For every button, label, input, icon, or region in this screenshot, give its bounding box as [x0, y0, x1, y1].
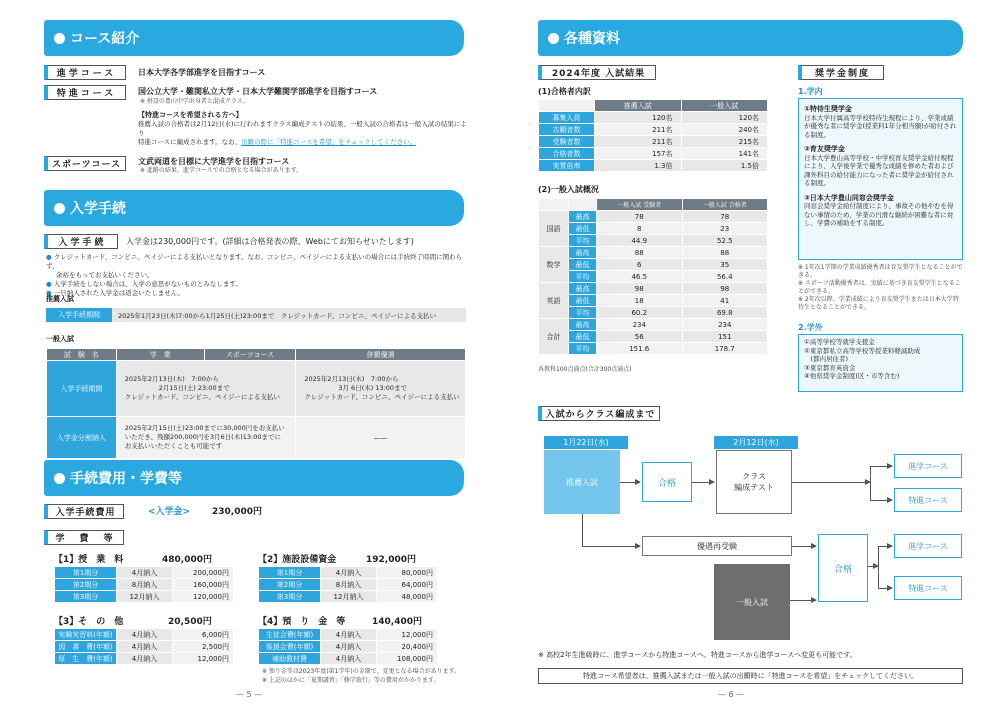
flow-note: ※ 高校2年生進級時に、進学コースから特進コースへ、特進コースから進学コースへ変更も可能です。 — [538, 651, 857, 659]
tokushin-hope-line2 — [138, 138, 473, 147]
t2-row-label: 最高 — [569, 319, 597, 331]
procedure-bullet-1 — [46, 253, 466, 271]
flow-class-test-box — [716, 450, 792, 514]
flow-suisen-box: 推薦入試 — [544, 450, 620, 514]
t1-cell: 120名 — [595, 112, 682, 124]
table-row — [539, 136, 768, 148]
scholarship-item-3-desc: 同窓会奨学金給付制度により、事故その他やむを得ない事情のため、学業の円滑な継続が困難な者に対し、学費の補助をする制度。 — [804, 202, 954, 227]
t2-cell: 60.2 — [597, 307, 683, 319]
t1-cell: 211名 — [595, 136, 682, 148]
flow-arrow-1 — [620, 482, 640, 483]
t2-row-label: 最高 — [569, 211, 597, 223]
flow-date-2: 2月12日(水) — [714, 436, 798, 449]
fee-row-amount: 12,000円 — [173, 653, 234, 665]
fee-block-2-table — [258, 566, 438, 603]
scholarship-ext-4: ④他県奨学金制度(区・市等含む) — [804, 372, 900, 380]
bullet-dot-icon — [54, 473, 65, 484]
fee-block-4-table — [258, 628, 438, 665]
t2-cell: 56.4 — [682, 271, 768, 283]
fee-row-amount: 6,000円 — [173, 629, 234, 641]
flow-yuguu-box: 優遇再受験 — [642, 536, 792, 556]
fee-row-month: 4月納入 — [321, 629, 377, 641]
flow-arrow-7 — [792, 546, 816, 547]
row-period-gakugyo-line3: クレジットカード、コンビニ、ペイジーによる支払い — [124, 393, 281, 401]
row-split-line3: お支払いいただくことも可能です — [124, 442, 223, 450]
t2-cell: 52.5 — [682, 235, 768, 247]
t2-row-label: 平均 — [569, 235, 597, 247]
fee-block-1-table — [54, 566, 234, 603]
bullet-dot-icon — [54, 203, 65, 214]
t2-cell: 8 — [597, 223, 683, 235]
course-section-title: コース紹介 — [70, 31, 140, 47]
t1-cell: 141名 — [681, 148, 768, 160]
scholarship-ext-3: ③東京都育英資金 — [804, 363, 856, 372]
scholarship-ext-2: ②東京都私立高等学校等授業料軽減助成 — [804, 346, 921, 355]
fee-row — [259, 641, 438, 653]
flow-tokushin-box-2: 特進コース — [894, 576, 962, 600]
scholarship-h2: 2.学外 — [798, 323, 823, 332]
procedure-bullet-1b: 余裕をもってお支払いください。 — [56, 271, 154, 279]
fee-block-3-total: 20,500円 — [168, 617, 212, 627]
fee-row-label: 後援会費(年額) — [259, 641, 321, 653]
procedure-bullet-1-text: クレジットカード、コンビニ、ペイジーによる支払いとなります。なお、コンビニ、ペイジーによる支払いの場合には手続終了時間に関わらず、 — [46, 253, 463, 270]
fee-row-amount: 12,000円 — [377, 629, 438, 641]
fees-note-1: ※ 預り金等は2023年度(第1学年)の金額で、変更となる場合があります。 — [262, 668, 461, 675]
row-split-line1: 2025年2月15日(土)23:00までに30,000円をお支払い — [124, 424, 285, 432]
fee-row-month: 8月納入 — [117, 579, 173, 591]
th-heigan: 併願優遇 — [296, 349, 466, 361]
t2-cell: 6 — [597, 259, 683, 271]
right-page — [500, 0, 1000, 707]
t2-cell: 88 — [597, 247, 683, 259]
t2-note: 各教科100点満点(合計300点満点) — [538, 366, 632, 373]
scholarship-item-3-title: ③日本大学豊山同窓会奨学金 — [804, 193, 894, 202]
t2-subject: 国語 — [539, 211, 569, 247]
t2-corner-b — [569, 199, 597, 211]
bullet-dot-icon: ● — [46, 289, 52, 297]
row-split-line2: いただき、残額200,000円を3月6日(木)13:00までに — [124, 433, 281, 441]
t2-cell: 88 — [682, 247, 768, 259]
tokushin-hope-underline: 出願の際に「特進コースを希望」をチェックしてください。 — [241, 138, 417, 146]
row-period-gakugyo — [116, 361, 296, 417]
t2-row-label: 最低 — [569, 259, 597, 271]
fee-row — [259, 579, 438, 591]
ippan-procedure-table — [46, 348, 466, 459]
row-split-gakugyo — [116, 417, 296, 459]
materials-section-title: 各種資料 — [564, 31, 620, 47]
bullet-dot-icon: ● — [46, 280, 52, 288]
results-table-2 — [538, 198, 768, 355]
row-period-heigan-line2: 3月 6日(木) 13:00まで — [338, 384, 408, 392]
results-table-1 — [538, 99, 768, 172]
fee-row-month: 4月納入 — [321, 567, 377, 579]
course-section-header — [44, 20, 464, 56]
table-row — [539, 211, 768, 223]
fee-row-amount: 200,000円 — [173, 567, 234, 579]
fee-row-month: 4月納入 — [117, 653, 173, 665]
flow-down-line — [582, 514, 583, 546]
t2-row-label: 平均 — [569, 343, 597, 355]
bullet-dot-icon — [54, 33, 65, 44]
scholarship-note-1: ※ 1年次1学期の学業成績優秀者は育友奨学生となることができる。 — [798, 264, 963, 279]
table-row — [539, 160, 768, 172]
procedure-bullet-2-text: 入学手続をしない場合は、入学の意思がないものとみなします。 — [53, 280, 242, 288]
row-split-heigan: —— — [296, 417, 466, 459]
t1-cell: 120名 — [681, 112, 768, 124]
tokushin-hope-line1: 推薦入試の合格者は2月12日(水)に行われますクラス編成テストの結果、一般入試の合格者は一般入試の結果により — [138, 120, 467, 137]
fee-row-month: 4月納入 — [117, 567, 173, 579]
course-note-sports: ※ 進路の結果、進学コースでの合格となる場合があります。 — [140, 167, 303, 174]
scholarship-note-3: ※ 2年次以降、学業成績により育友奨学生または日本大学特待生となることができる。 — [798, 296, 959, 311]
table-row — [539, 295, 768, 307]
fee-row-month: 4月納入 — [321, 653, 377, 665]
row-period-gakugyo-line2: 2月15日(土) 23:00まで — [158, 384, 230, 392]
t2-th-passers: 一般入試 合格者 — [682, 199, 768, 211]
t2-subject: 数学 — [539, 247, 569, 283]
t2-cell: 234 — [597, 319, 683, 331]
t1-th-ippan: 一般入試 — [681, 100, 768, 112]
th-exam-name: 試 験 名 — [47, 349, 117, 361]
t1-th-suisen: 推薦入試 — [595, 100, 682, 112]
fee-row — [259, 629, 438, 641]
bullet-dot-icon: ● — [46, 253, 52, 261]
t1-row-label: 合格者数 — [539, 148, 595, 160]
t2-cell: 98 — [597, 283, 683, 295]
t2-cell: 78 — [597, 211, 683, 223]
flow-arrow-9 — [868, 566, 878, 567]
procedure-bullet-3 — [46, 289, 466, 298]
t2-cell: 35 — [682, 259, 768, 271]
t2-subject: 英語 — [539, 283, 569, 319]
fee-row-label: 補助教材費 — [259, 653, 321, 665]
t2-row-label: 平均 — [569, 271, 597, 283]
fee-row-label: 第2期分 — [259, 579, 321, 591]
fee-block-3-table — [54, 628, 234, 665]
fee-row-amount: 2,500円 — [173, 641, 234, 653]
scholarship-tag: 奨学金制度 — [798, 65, 884, 80]
entry-fee-label: <入学金> — [148, 507, 191, 517]
table-row — [539, 148, 768, 160]
fee-row — [55, 653, 234, 665]
t2-cell: 178.7 — [682, 343, 768, 355]
fee-block-1-total: 480,000円 — [162, 555, 212, 565]
t1-cell: 1.3倍 — [595, 160, 682, 172]
gakuhi-tag: 学 費 等 — [44, 530, 124, 545]
entry-fee-tag: 入学手続費用 — [44, 504, 124, 519]
fee-row-month: 8月納入 — [321, 579, 377, 591]
t1-row-label: 志願者数 — [539, 124, 595, 136]
flow-class-test-line2: 編成テスト — [734, 483, 774, 492]
materials-section-header — [538, 20, 963, 56]
fee-row-label: 厚 生 費(年額) — [55, 653, 117, 665]
t1-row-label: 募集人員 — [539, 112, 595, 124]
page-number-left: — 5 — — [236, 690, 263, 699]
th-gakugyo: 学 業 — [116, 349, 204, 361]
flow-gokaku-box-2: 合格 — [818, 534, 868, 602]
fee-row-amount: 80,000円 — [377, 567, 438, 579]
suisen-period-row — [46, 308, 466, 322]
t1-row-label: 実質倍率 — [539, 160, 595, 172]
suisen-period-text: 2025年1月23日(木)7:00から1月25日(土)23:00まで クレジットカード、コンビニ、ペイジーによる支払い — [118, 312, 437, 320]
row-period-label: 入学手続期間 — [47, 361, 117, 417]
t2-row-label: 最低 — [569, 331, 597, 343]
fee-row — [259, 567, 438, 579]
table-row — [539, 223, 768, 235]
fee-row-month: 12月納入 — [117, 591, 173, 603]
table-row — [539, 112, 768, 124]
fee-row-label: 実験実習料(年額) — [55, 629, 117, 641]
fee-row-month: 12月納入 — [321, 591, 377, 603]
table-row — [539, 235, 768, 247]
suisen-period-label: 入学手続期間 — [46, 308, 112, 322]
t2-cell: 69.8 — [682, 307, 768, 319]
t2-cell: 151.6 — [597, 343, 683, 355]
scholarship-notes — [798, 264, 963, 312]
flow-shingaku-box-1: 進学コース — [894, 454, 962, 478]
page-number-right: — 6 — — [718, 690, 745, 699]
fee-row-label: 第1期分 — [55, 567, 117, 579]
results-sub2: (2)一般入試概況 — [538, 185, 599, 194]
course-tag-sports: スポーツコース — [44, 156, 126, 171]
fees-note-2: ※ 上記のほかに「夏期講習」「修学旅行」等の費用がかかります。 — [262, 677, 440, 684]
th-sports: スポーツコース — [204, 349, 296, 361]
scholarship-ext-1: ①高等学校等就学支援金 — [804, 338, 875, 346]
fee-block-4-title: 【4】預 り 金 等 — [258, 617, 346, 627]
t1-corner — [539, 100, 595, 112]
t1-cell: 211名 — [595, 124, 682, 136]
fee-row — [259, 591, 438, 603]
tokushin-hope-line2-text: 特進コースに編成されます。なお、 — [138, 138, 242, 146]
procedure-tag: 入学手続 — [44, 234, 118, 249]
results-tag: 2024年度 入試結果 — [538, 65, 656, 80]
fees-section-header — [44, 460, 464, 496]
fee-row-amount: 20,400円 — [377, 641, 438, 653]
t2-cell: 18 — [597, 295, 683, 307]
t2-cell: 46.5 — [597, 271, 683, 283]
fee-row-month: 4月納入 — [117, 629, 173, 641]
t2-cell: 234 — [682, 319, 768, 331]
course-note-tokushin: ※ 併設の豊山中学出身者と混成クラス。 — [140, 98, 249, 105]
fee-row-label: 生徒会費(年額) — [259, 629, 321, 641]
scholarship-item-1-title: ①特待生奨学金 — [804, 105, 852, 113]
tokushin-hope-title: 【特進コースを希望される方へ】 — [138, 111, 243, 119]
course-desc-shingaku: 日本大学各学部進学を目指すコース — [138, 68, 266, 77]
flow-date-1: 1月22日(水) — [544, 436, 628, 449]
table-row — [539, 343, 768, 355]
fee-block-4-total: 140,400円 — [372, 617, 422, 627]
t1-cell: 1.5倍 — [681, 160, 768, 172]
t2-row-label: 最低 — [569, 295, 597, 307]
flow-arrow-2 — [692, 482, 714, 483]
fee-row — [55, 641, 234, 653]
t2-corner-a — [539, 199, 569, 211]
procedure-bullet-2 — [46, 280, 466, 289]
row-period-heigan-line3: クレジットカード、コンビニ、ペイジーによる支払い — [304, 393, 460, 401]
fee-row — [55, 629, 234, 641]
flow-arrow-3 — [792, 482, 870, 483]
table-row — [539, 259, 768, 271]
fee-block-1-title: 【1】授 業 料 — [54, 555, 124, 565]
flow-box-note: 特進コース希望者は、推薦入試または一般入試の出願時に「特進コースを希望」をチェックしてください。 — [538, 668, 963, 684]
course-tag-shingaku: 進学コース — [44, 65, 126, 80]
table-row — [539, 247, 768, 259]
ippan-label: 一般入試 — [46, 335, 74, 343]
procedure-bullets — [46, 253, 466, 298]
fee-row-amount: 120,000円 — [173, 591, 234, 603]
fee-block-2-total: 192,000円 — [366, 555, 416, 565]
fee-block-2-title: 【2】施設設備資金 — [258, 555, 337, 565]
scholarship-internal-box — [798, 98, 963, 260]
table-row — [539, 124, 768, 136]
t2-cell: 44.9 — [597, 235, 683, 247]
scholarship-item-1-desc: 日本大学付属高等学校特待生規程により、学業成績が優秀な者に奨学金(授業料1年分相当額)が給付される制度。 — [804, 113, 957, 139]
bullet-dot-icon — [548, 33, 559, 44]
t2-row-label: 最低 — [569, 223, 597, 235]
flow-gokaku-box-1: 合格 — [642, 462, 692, 502]
t2-cell: 98 — [682, 283, 768, 295]
fees-section-title: 手続費用・学費等 — [70, 471, 182, 487]
flow-arrow-11 — [878, 588, 892, 589]
table-row — [539, 271, 768, 283]
row-period-heigan-line1: 2025年2月13日(木) 7:00から — [304, 375, 399, 383]
fee-row — [55, 591, 234, 603]
scholarship-note-2: ※ スポーツ活動優秀者は、実績に基づき育友奨学生となることができる。 — [798, 280, 961, 295]
t2-cell: 78 — [682, 211, 768, 223]
flow-arrow-6 — [582, 546, 640, 547]
flow-arrow-8 — [790, 600, 816, 601]
fee-row — [55, 579, 234, 591]
fee-row-month: 4月納入 — [117, 641, 173, 653]
t2-cell: 23 — [682, 223, 768, 235]
flow-ippan-box: 一般入試 — [714, 564, 790, 640]
t2-row-label: 最高 — [569, 283, 597, 295]
entry-fee-amount: 230,000円 — [212, 507, 262, 517]
t1-cell: 157名 — [595, 148, 682, 160]
course-tag-tokushin: 特進コース — [44, 85, 126, 100]
flow-class-test-line1: クラス — [742, 472, 766, 481]
procedure-fee-text: 入学金は230,000円です。(詳細は合格発表の際、Webにてお知らせいたします) — [126, 237, 414, 246]
t2-cell: 151 — [682, 331, 768, 343]
fee-row-amount: 48,000円 — [377, 591, 438, 603]
fee-row-amount: 108,000円 — [377, 653, 438, 665]
t2-th-examinees: 一般入試 受験者 — [597, 199, 683, 211]
table-row — [539, 319, 768, 331]
fee-row-label: 第2期分 — [55, 579, 117, 591]
course-desc-sports: 文武両道を目標に大学進学を目指すコース — [138, 157, 290, 166]
t2-row-label: 平均 — [569, 307, 597, 319]
course-desc-tokushin: 国公立大学・難関私立大学・日本大学難関学部進学を目指すコース — [138, 87, 378, 96]
fee-row-label: 第3期分 — [55, 591, 117, 603]
procedure-bullet-3-text: 一旦納入された入学金は返金いたしません。 — [53, 289, 185, 297]
table-row — [539, 331, 768, 343]
tokushin-hope-text — [138, 120, 473, 147]
flow-tag: 入試からクラス編成まで — [538, 406, 660, 421]
fee-row-amount: 160,000円 — [173, 579, 234, 591]
flow-arrow-5 — [870, 500, 892, 501]
scholarship-ext-2b: (都内居住者) — [804, 355, 849, 363]
fee-row-amount: 64,000円 — [377, 579, 438, 591]
t2-cell: 41 — [682, 295, 768, 307]
scholarship-external-box — [798, 334, 963, 392]
fee-row — [259, 653, 438, 665]
flow-shingaku-box-2: 進学コース — [894, 534, 962, 558]
fee-row-month: 4月納入 — [321, 641, 377, 653]
fee-block-3-title: 【3】そ の 他 — [54, 617, 124, 627]
scholarship-item-2-title: ②育友奨学金 — [804, 145, 845, 153]
t1-cell: 215名 — [681, 136, 768, 148]
results-sub1: (1)合格者内訳 — [538, 87, 591, 96]
procedure-section-title: 入学手続 — [70, 201, 126, 217]
fee-row-label: 第3期分 — [259, 591, 321, 603]
fee-row — [55, 567, 234, 579]
t2-row-label: 最高 — [569, 247, 597, 259]
scholarship-item-2-desc: 日本大学豊山高等学校・中学校育友奨学金給付規程により、入学後学業で優秀な成績を修めた者および課外科目の給付能力になった者に奨学金が給付される制度。 — [804, 153, 954, 187]
flow-tokushin-box-1: 特進コース — [894, 488, 962, 512]
t1-row-label: 受験者数 — [539, 136, 595, 148]
suisen-label: 推薦入試 — [46, 295, 74, 303]
row-period-heigan — [296, 361, 466, 417]
fee-row-label: 第1期分 — [259, 567, 321, 579]
fee-row-label: 図 書 費(年額) — [55, 641, 117, 653]
row-period-gakugyo-line1: 2025年2月13日(木) 7:00から — [124, 375, 219, 383]
t2-subject: 合計 — [539, 319, 569, 355]
scholarship-h1: 1.学内 — [798, 87, 823, 96]
procedure-section-header — [44, 190, 464, 226]
flow-arrow-10 — [878, 546, 892, 547]
row-split-label: 入学金分割納入 — [47, 417, 117, 459]
table-row — [539, 307, 768, 319]
flow-arrow-4 — [870, 466, 892, 467]
t1-cell: 240名 — [681, 124, 768, 136]
table-row — [539, 283, 768, 295]
t2-cell: 56 — [597, 331, 683, 343]
